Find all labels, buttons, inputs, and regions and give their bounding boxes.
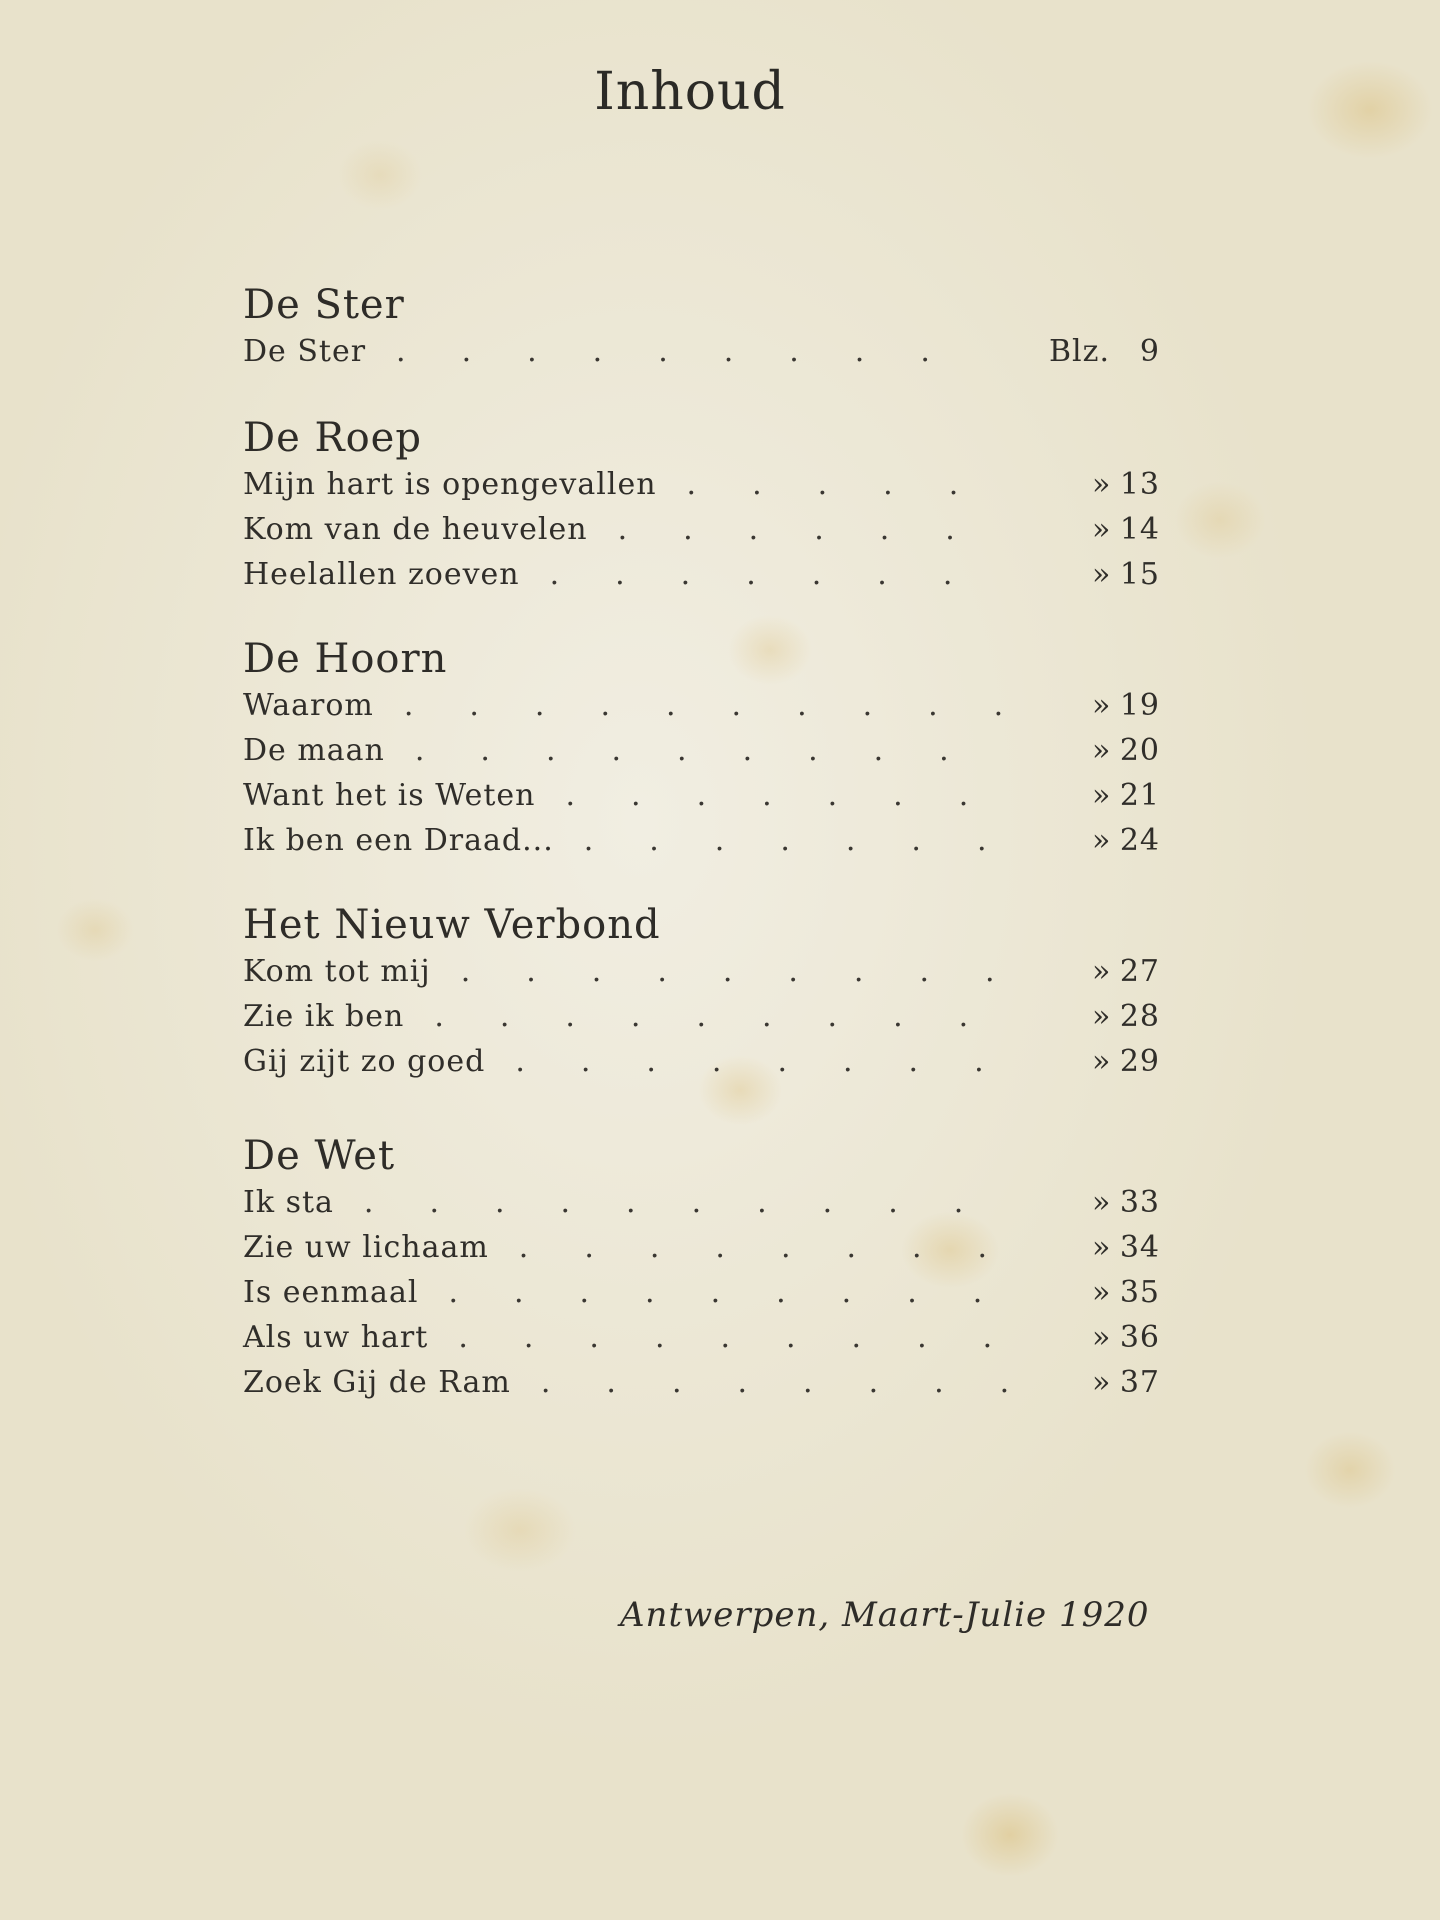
section-title: De Roep	[243, 415, 422, 461]
dot-leader: .........	[414, 733, 1005, 768]
entry-title: Gij zijt zo goed	[243, 1044, 486, 1079]
entry-title: Heelallen zoeven	[243, 557, 520, 592]
dot-leader: .........	[396, 334, 986, 369]
dot-leader: ......	[617, 512, 1011, 547]
toc-entry	[243, 1230, 1180, 1270]
page-prefix: »	[1092, 954, 1112, 989]
entry-title: Is eenmaal	[243, 1275, 419, 1310]
page-prefix: »	[1092, 1185, 1112, 1220]
dot-leader: .........	[458, 1320, 1049, 1355]
page-prefix: »	[1092, 778, 1112, 813]
dot-leader: ..........	[403, 688, 1060, 723]
dot-leader: ........	[540, 1365, 1066, 1400]
toc-entry	[243, 733, 1180, 773]
page-number: 9	[1139, 334, 1160, 369]
page-prefix: »	[1092, 1044, 1112, 1079]
entry-title: Ik ben een Draad...	[243, 823, 554, 858]
dot-leader: .......	[583, 823, 1043, 858]
page-prefix: »	[1092, 1320, 1112, 1355]
page-number: 33	[1119, 1185, 1160, 1220]
toc-entry	[243, 1320, 1180, 1360]
entry-title: Als uw hart	[243, 1320, 429, 1355]
section-title: De Ster	[243, 282, 405, 328]
entry-title: Zie uw lichaam	[243, 1230, 489, 1265]
page-number: 19	[1119, 688, 1160, 723]
page-prefix: »	[1092, 512, 1112, 547]
page-prefix: Blz.	[1049, 334, 1110, 369]
dot-leader: ........	[515, 1044, 1040, 1079]
toc-entry	[243, 823, 1180, 863]
section-title: De Wet	[243, 1133, 396, 1179]
toc-entry	[243, 1275, 1180, 1315]
entry-title: Kom tot mij	[243, 954, 431, 989]
section-title: De Hoorn	[243, 636, 448, 682]
toc-entry	[243, 1365, 1180, 1405]
dot-leader: .......	[565, 778, 1025, 813]
dot-leader: .....	[686, 467, 1015, 502]
toc-entry	[243, 688, 1180, 728]
dot-leader: .......	[549, 557, 1009, 592]
entry-title: Kom van de heuvelen	[243, 512, 588, 547]
toc-entry	[243, 778, 1180, 818]
toc-entry	[243, 954, 1180, 994]
page-number: 35	[1119, 1275, 1160, 1310]
toc-entry	[243, 1185, 1180, 1225]
page-prefix: »	[1092, 1275, 1112, 1310]
page-number: 20	[1119, 733, 1160, 768]
colophon: Antwerpen, Maart-Julie 1920	[620, 1595, 1150, 1635]
page-number: 21	[1119, 778, 1160, 813]
entry-title: Ik sta	[243, 1185, 334, 1220]
page-title: Inhoud	[594, 62, 786, 122]
entry-title: Zie ik ben	[243, 999, 405, 1034]
entry-title: Want het is Weten	[243, 778, 536, 813]
dot-leader: .........	[434, 999, 1025, 1034]
page-number: 28	[1119, 999, 1160, 1034]
dot-leader: ..........	[363, 1185, 1020, 1220]
toc-entry	[243, 334, 1180, 374]
page-prefix: »	[1092, 1365, 1112, 1400]
dot-leader: .........	[448, 1275, 1039, 1310]
page-prefix: »	[1092, 823, 1112, 858]
entry-title: Zoek Gij de Ram	[243, 1365, 511, 1400]
dot-leader: ........	[518, 1230, 1044, 1265]
page-prefix: »	[1092, 467, 1112, 502]
page-number: 24	[1119, 823, 1160, 858]
page-prefix: »	[1092, 557, 1112, 592]
page-prefix: »	[1092, 1230, 1112, 1265]
page-number: 34	[1119, 1230, 1160, 1265]
section-title: Het Nieuw Verbond	[243, 902, 661, 948]
page-number: 36	[1119, 1320, 1160, 1355]
page-number: 37	[1119, 1365, 1160, 1400]
entry-title: De Ster	[243, 334, 367, 369]
toc-entry	[243, 1044, 1180, 1084]
entry-title: De maan	[243, 733, 385, 768]
toc-entry	[243, 557, 1180, 597]
toc-entry	[243, 999, 1180, 1039]
entry-title: Waarom	[243, 688, 374, 723]
page-prefix: »	[1092, 688, 1112, 723]
page-number: 27	[1119, 954, 1160, 989]
page-number: 15	[1119, 557, 1160, 592]
page-number: 14	[1119, 512, 1160, 547]
page-prefix: »	[1092, 733, 1112, 768]
entry-title: Mijn hart is opengevallen	[243, 467, 657, 502]
toc-entry	[243, 467, 1180, 507]
page-number: 13	[1119, 467, 1160, 502]
page-number: 29	[1119, 1044, 1160, 1079]
dot-leader: .........	[460, 954, 1051, 989]
toc-entry	[243, 512, 1180, 552]
page-prefix: »	[1092, 999, 1112, 1034]
